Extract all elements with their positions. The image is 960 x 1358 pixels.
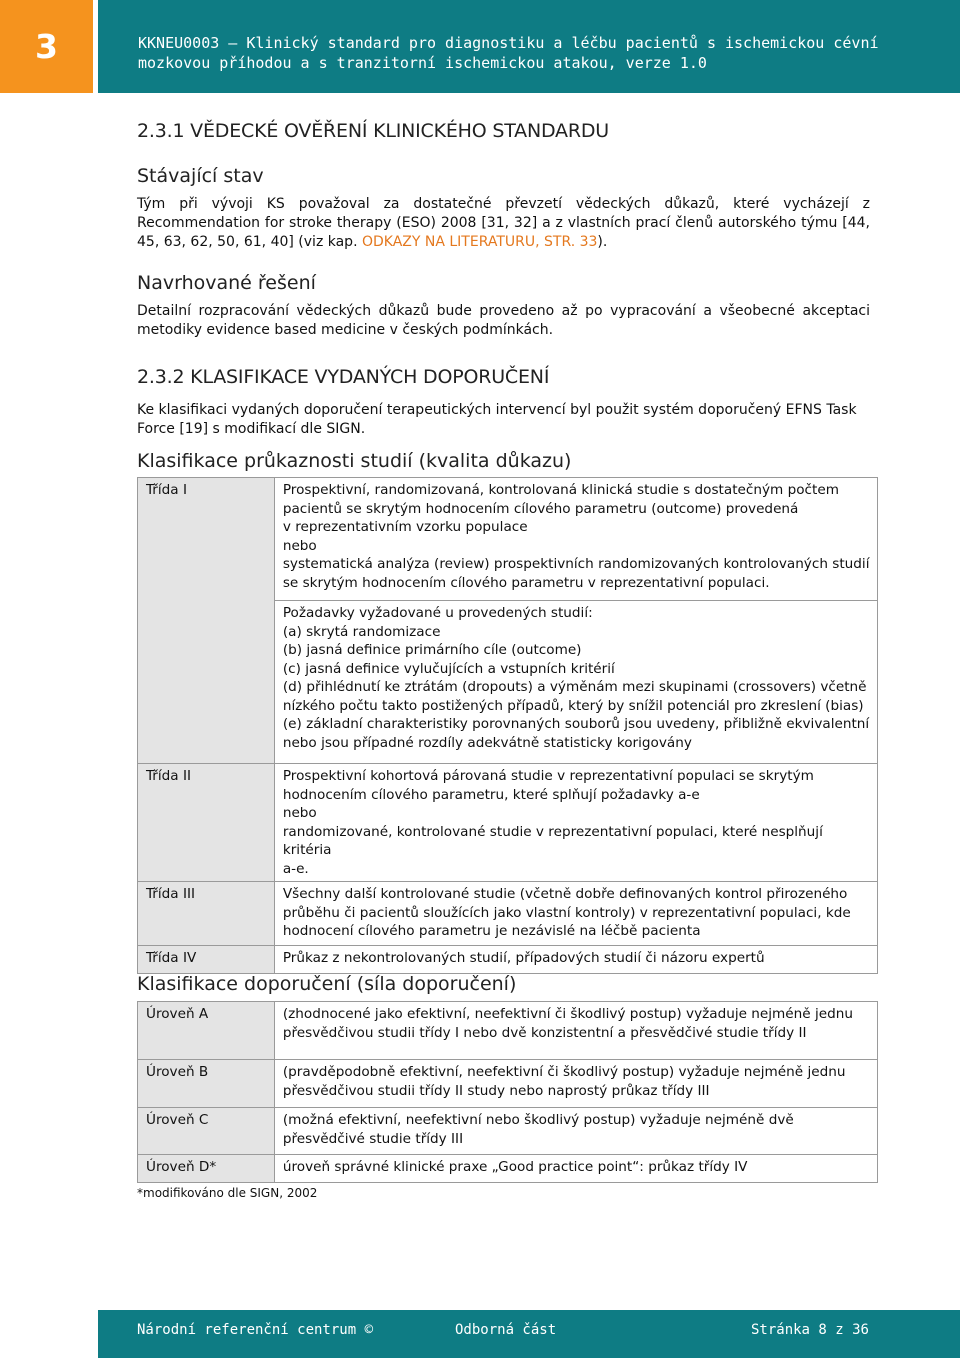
footer-page-number: Stránka 8 z 36 — [750, 1322, 869, 1338]
chapter-number: 3 — [35, 27, 58, 66]
evidence-class-label: Třída III — [138, 882, 275, 946]
current-state-text: Tým při vývoji KS považoval za dostatečné převzetí vědeckých důkazů, které vycházejí z Recommendation for stroke therapy (ESO) 2008 [31, 32] a z vlastních prací členů autorského týmu [44, 45, 63, 62, 50, 61, 40] (viz kap. — [137, 196, 870, 250]
evidence-class-description: Všechny další kontrolované studie (včetně dobře definovaných kontrol přirozeného průběhu či pacientů sloužících jako vlastní kontroly) v reprezentativní populaci, kde hodnocení cílového parametru je nezávislé na léčbě pacienta — [274, 882, 877, 946]
recommendation-heading: Klasifikace doporučení (síla doporučení) — [137, 973, 517, 995]
recommendation-level-label: Úroveň B — [138, 1060, 275, 1108]
evidence-class-label: Třída II — [138, 764, 275, 882]
table-row — [138, 1108, 878, 1155]
section-heading-231-text: 2.3.1 VĚDECKÉ OVĚŘENÍ KLINICKÉHO STANDARDU — [137, 120, 609, 142]
document-title: KKNEU0003 – Klinický standard pro diagnostiku a léčbu pacientů s ischemickou cévní mozkovou příhodou a s tranzitorní ischemickou atakou, verze 1.0 — [138, 34, 879, 72]
literature-link[interactable]: ODKAZY NA LITERATURU, STR. 33 — [361, 234, 598, 250]
table-row — [138, 882, 878, 946]
evidence-class-label: Třída I — [138, 478, 275, 764]
proposal-paragraph: Detailní rozpracování vědeckých důkazů bude provedeno až po vypracování a všeobecné akceptaci metodiky evidence based medicine v českých podmínkách. — [137, 303, 870, 338]
table-row — [138, 1002, 878, 1060]
link-suffix: ). — [597, 234, 608, 250]
evidence-heading: Klasifikace průkaznosti studií (kvalita důkazu) — [137, 450, 572, 472]
classification-intro: Ke klasifikaci vydaných doporučení terapeutických intervencí byl použit systém doporučený EFNS Task Force [19] s modifikací dle SIGN. — [137, 402, 857, 437]
footer-left: Národní referenční centrum © — [137, 1322, 374, 1338]
recommendation-level-label: Úroveň D* — [138, 1155, 275, 1183]
table-row — [138, 1060, 878, 1108]
evidence-class-description: Průkaz z nekontrolovaných studií, případových studií či názoru expertů — [274, 946, 877, 974]
recommendation-level-label: Úroveň A — [138, 1002, 275, 1060]
evidence-class-label: Třída IV — [138, 946, 275, 974]
recommendation-level-description: (pravděpodobně efektivní, neefektivní či škodlivý postup) vyžaduje nejméně jednu přesvědčivou studii třídy II study nebo naprostý průkaz třídy III — [274, 1060, 877, 1108]
table-row — [138, 1155, 878, 1183]
footer-center: Odborná část — [455, 1322, 557, 1338]
section-heading-231 — [137, 120, 609, 142]
table-row — [138, 478, 878, 601]
current-state-paragraph — [137, 195, 870, 252]
table-row — [138, 764, 878, 882]
recommendation-level-label: Úroveň C — [138, 1108, 275, 1155]
evidence-table — [137, 477, 878, 974]
footnote: *modifikováno dle SIGN, 2002 — [137, 1186, 318, 1200]
recommendation-level-description: (možná efektivní, neefektivní nebo škodlivý postup) vyžaduje nejméně dvě přesvědčivé studie třídy III — [274, 1108, 877, 1155]
recommendation-level-description: (zhodnocené jako efektivní, neefektivní či škodlivý postup) vyžaduje nejméně jednu přesvědčivou studii třídy I nebo dvě konzistentní a přesvědčivé studie třídy II — [274, 1002, 877, 1060]
section-heading-232: 2.3.2 KLASIFIKACE VYDANÝCH DOPORUČENÍ — [137, 366, 550, 388]
evidence-class-description: Prospektivní kohortová párovaná studie v reprezentativní populaci se skrytým hodnocením cílového parametru, které splňují požadavky a-e nebo randomizované, kontrolované studie v reprezentativní populaci, které nesplňují kritéria a-e. — [274, 764, 877, 882]
current-state-heading: Stávající stav — [137, 165, 264, 187]
proposal-heading: Navrhované řešení — [137, 272, 316, 294]
evidence-requirements: Požadavky vyžadované u provedených studií: (a) skrytá randomizace (b) jasná definice primárního cíle (outcome) (c) jasná definice vylučujících a vstupních kritérií (d) přihlédnutí ke ztrátám (dropouts) a výměnám mezi skupinami (crossovers) včetně nízkého počtu takto postižených případů, který by snížil potenciál pro zkreslení (bias) (e) základní charakteristiky porovnaných souborů jsou uvedeny, přibližně ekvivalentní nebo jsou případné rozdíly adekvátně statisticky korigovány — [274, 601, 877, 764]
recommendation-table — [137, 1001, 878, 1183]
recommendation-level-description: úroveň správné klinické praxe „Good practice point“: průkaz třídy IV — [274, 1155, 877, 1183]
table-row — [138, 946, 878, 974]
evidence-class-description: Prospektivní, randomizovaná, kontrolovaná klinická studie s dostatečným počtem pacientů se skrytým hodnocením cílového parametru (outcome) provedená v reprezentativním vzorku populace nebo systematická analýza (review) prospektivních randomizovaných kontrolovaných studií se skrytým hodnocením cílového parametru v reprezentativní populaci. — [274, 478, 877, 601]
